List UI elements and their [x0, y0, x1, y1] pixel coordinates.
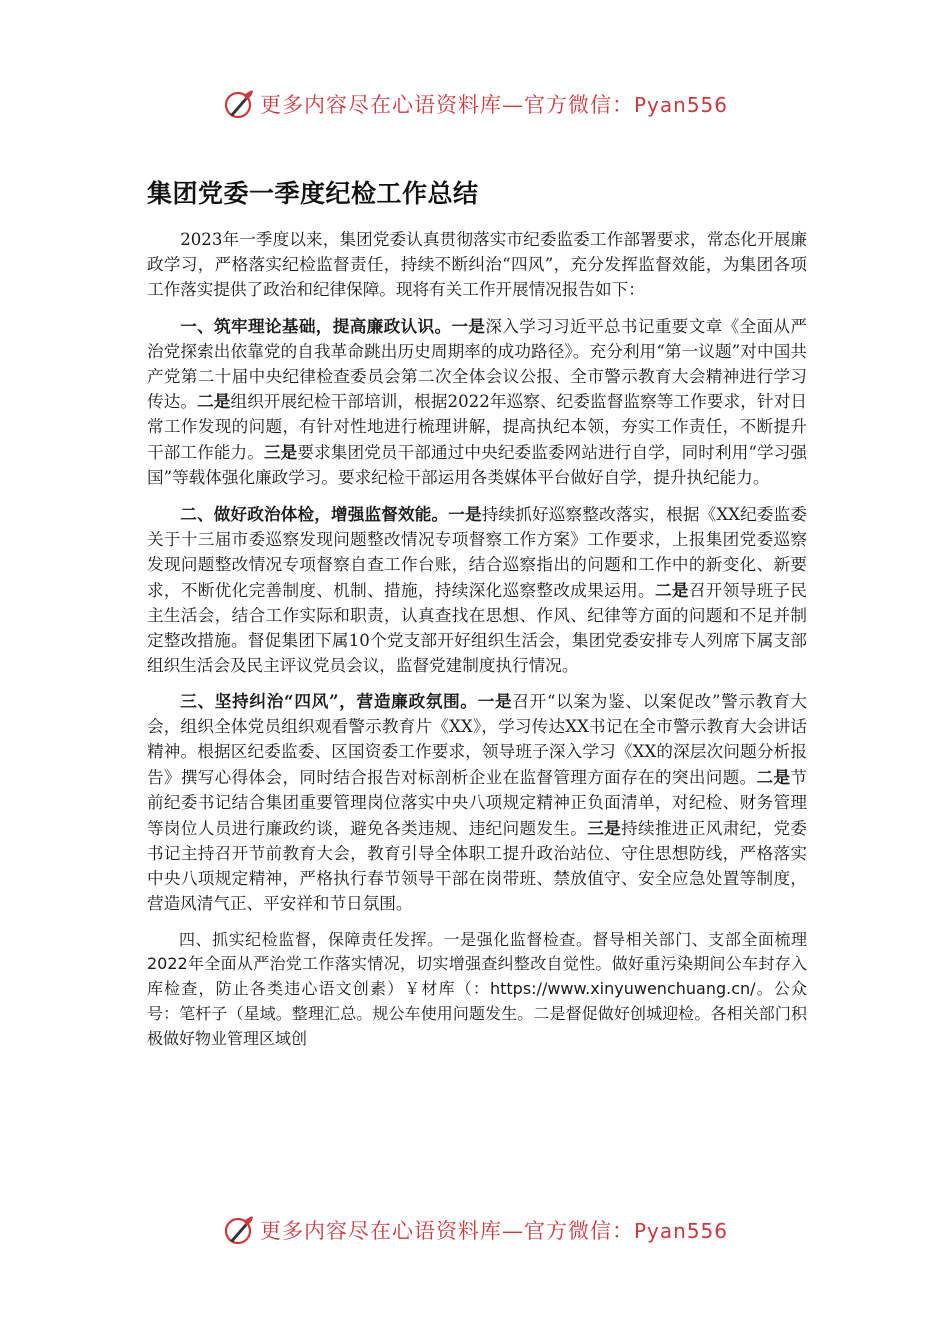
- section-2-heading: 二、做好政治体检，增强监督效能。: [180, 504, 449, 525]
- header-watermark-banner: [0, 84, 950, 124]
- paragraph-text: 做好重污染期间公车封存入库检查，防止各类违心语文创素）￥材库（：https://www.xinyuwenchuang.cn/。公众号：笔杆子（星域。整理汇总。规公车使用问题发生。二是督促做好创城迎检。各相关部门积极做好物业管理区域创: [147, 954, 807, 1049]
- marker: 一是: [477, 691, 513, 712]
- banner-wechat-id: Pyan556: [633, 1219, 728, 1243]
- paragraph-text: 召开领导班子民主生活会，结合工作实际和职责，认真查找在思想、作风、纪律等方面的问题和不足并制定整改措施。督促集团下属10个党支部开好组织生活会，集团党委安排专人列席下属支部组织生活会及民主评议党员会议，监督党建制度执行情况。: [147, 580, 808, 675]
- section-4-paragraph: [147, 928, 807, 1053]
- intro-paragraph: 2023年一季度以来，集团党委认真贯彻落实市纪委监委工作部署要求，常态化开展廉政学习，严格落实纪检监督责任，持续不断纠治“四风”，充分发挥监督效能，为集团各项工作落实提供了政治和纪律保障。现将有关工作开展情况报告如下：: [147, 230, 807, 299]
- marker: 三是: [587, 817, 622, 838]
- paragraph-text: 节前纪委书记结合集团重要管理岗位落实中央八项规定精神正负面清单，对纪检、财务管理等岗位人员进行廉政约谈，避免各类违规、违纪问题发生。: [147, 768, 808, 838]
- document-body: [147, 228, 807, 1063]
- paragraph-text: 深入学习习近平总书记重要文章《全面从严治党探索出依靠党的自我革命跳出历史周期率的成功路径》。充分利用“第一议题”对中国共产党第二十届中央纪律检查委员会第二次全体会议公报、全市警示教育大会精神进行学习传达。: [147, 316, 808, 412]
- paragraph-text: 组织开展纪检干部培训，根据2022年巡察、纪委监督监察等工作要求，针对日常工作发现的问题，有针对性地进行梳理讲解，提高执纪本领，夯实工作责任，不断提升干部工作能力。: [147, 392, 808, 463]
- paragraph-text: 四、抓实纪检监督，保障责任发挥。一是强化监督检查。督导相关部门、支部全面梳理2022年全面从严治党工作落实情况，切实增强查纠整改自觉性。: [147, 929, 807, 974]
- section-1-heading: 一、筑牢理论基础，提高廉政认识。: [180, 315, 452, 336]
- marker: 一是: [448, 504, 482, 525]
- marker: 二是: [197, 391, 231, 412]
- banner-text: 更多内容尽在心语资料库—官方微信：Pyan556: [259, 93, 728, 117]
- section-3-paragraph: [147, 689, 807, 916]
- marker: 二是: [756, 767, 791, 788]
- paragraph-text: 持续抓好巡察整改落实，根据《XX纪委监委关于十三届市委巡察发现问题整改情况专项督察工作方案》工作要求，上报集团党委巡察发现问题整改情况专项督察自查工作台账，结合巡察指出的问题和工作中的新变化、新要求，不断优化完善制度、机制、措施，持续深化巡察整改成果运用。: [147, 505, 807, 600]
- paragraph-text: 要求集团党员干部通过中央纪委监委网站进行自学，同时利用“学习强国”等载体强化廉政学习。要求纪检干部运用各类媒体平台做好自学，提升执纪能力。: [147, 443, 808, 488]
- paragraph-text: 持续推进正风肃纪，党委书记主持召开节前教育大会，教育引导全体职工提升政治站位、守住思想防线，严格落实中央八项规定精神，严格执行春节领导干部在岗带班、禁放值守、安全应急处置等制度，营造风清气正、平安祥和节日氛围。: [147, 818, 808, 913]
- marker: 一是: [451, 315, 486, 336]
- section-2-paragraph: [147, 502, 807, 678]
- section-3-heading: 三、坚持纠治“四风”，营造廉政氛围。: [180, 691, 478, 712]
- marker: 二是: [654, 579, 689, 600]
- marker: 三是: [263, 442, 298, 463]
- section-1-paragraph: [147, 314, 807, 491]
- banner-wechat-id: Pyan556: [633, 93, 728, 117]
- quill-pen-logo-icon: [222, 87, 256, 121]
- banner-text: 更多内容尽在心语资料库—官方微信：Pyan556: [259, 1219, 728, 1243]
- paragraph-text: 召开“以案为鉴、以案促改”警示教育大会，组织全体党员组织观看警示教育片《XX》，学习传达XX书记在全市警示教育大会讲话精神。根据区纪委监委、区国资委工作要求，领导班子深入学习《XX的深层次问题分析报告》撰写心得体会，同时结合报告对标剖析企业在监督管理方面存在的突出问题。: [147, 692, 807, 788]
- quill-pen-logo-icon: [222, 1213, 256, 1247]
- footer-watermark-banner: [0, 1210, 950, 1250]
- document-title: 集团党委一季度纪检工作总结: [147, 179, 479, 208]
